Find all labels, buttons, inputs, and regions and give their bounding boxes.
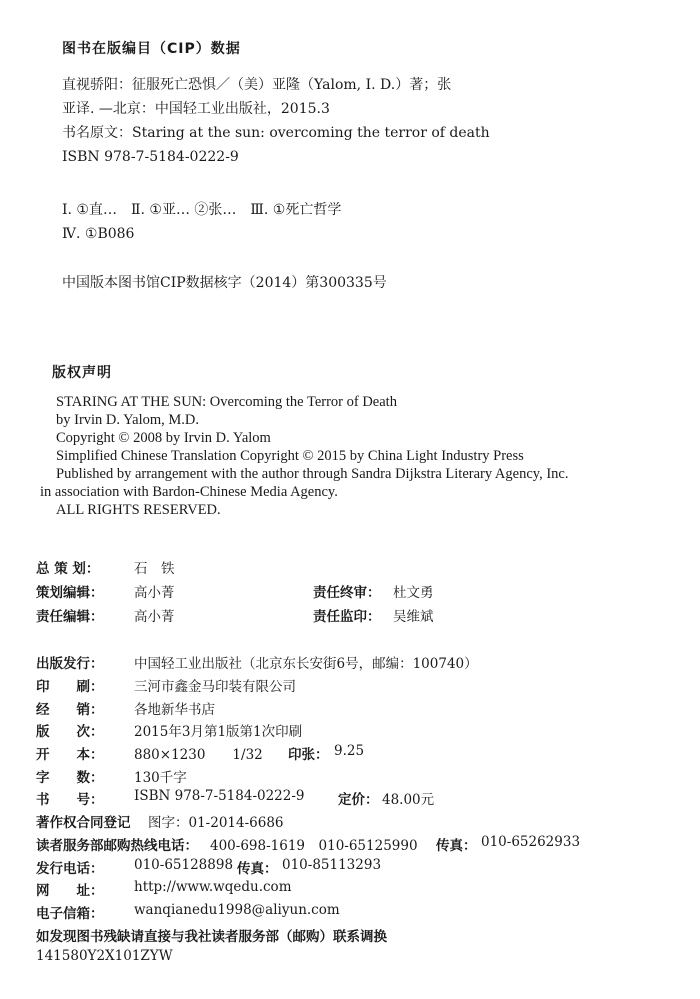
hotline-value: 400-698-1619 010-65125990 (210, 838, 418, 854)
copyright-reserved: ALL RIGHTS RESERVED. (56, 502, 221, 518)
hotline-label: 读者服务部邮购热线电话： (36, 838, 198, 854)
website-value: http://www.wqedu.com (134, 879, 292, 895)
edition-label: 版 次： (36, 724, 104, 740)
copyright-arrangement: Published by arrangement with the author through Sandra Dijkstra Literary Agency, Inc. (56, 466, 569, 482)
email-value: wanqianedu1998@aliyun.com (134, 902, 340, 918)
format-label: 开 本： (36, 747, 104, 763)
email-label: 电子信箱： (36, 906, 104, 922)
price-label: 定价： (338, 792, 379, 808)
print-supervisor-value: 吴维斌 (393, 609, 434, 625)
final-review-value: 杜文勇 (393, 585, 434, 601)
planning-editor-label: 策划编辑： (36, 585, 104, 601)
copyright-association: in association with Bardon-Chinese Media Agency. (40, 484, 338, 500)
printer-value: 三河市鑫金马印装有限公司 (134, 679, 296, 695)
sales-phone-value: 010-65128898 (134, 857, 234, 873)
defect-notice: 如发现图书残缺请直接与我社读者服务部（邮购）联系调换 (36, 929, 387, 945)
contract-label: 著作权合同登记 (36, 815, 131, 831)
final-review-label: 责任终审： (313, 585, 381, 601)
distributor-value: 各地新华书店 (134, 702, 215, 718)
format-value: 880×1230 1/32 (134, 747, 263, 763)
publisher-value: 中国轻工业出版社（北京东长安街6号，邮编：100740） (134, 656, 478, 672)
copyright-translation: Simplified Chinese Translation Copyright © 2015 by China Light Industry Press (56, 448, 524, 464)
print-code: 141580Y2X101ZYW (36, 948, 173, 964)
editor-value: 高小菁 (134, 609, 175, 625)
cip-line-original-title: 书名原文：Staring at the sun: overcoming the terror of death (62, 125, 490, 141)
contract-value: 图字：01-2014-6686 (148, 815, 284, 831)
sheets-value: 9.25 (334, 743, 365, 759)
cip-line-isbn: ISBN 978-7-5184-0222-9 (62, 149, 239, 165)
sheets-label: 印张： (288, 747, 329, 763)
fax1-label: 传真： (436, 838, 477, 854)
planner-value: 石 铁 (134, 561, 175, 577)
fax2-label: 传真： (237, 861, 278, 877)
copyright-author: by Irvin D. Yalom, M.D. (56, 412, 199, 428)
cip-line-publisher: 亚译. —北京：中国轻工业出版社，2015.3 (62, 101, 330, 117)
words-value: 130千字 (134, 770, 187, 786)
fax1-value: 010-65262933 (481, 834, 581, 850)
cip-verify-number: 中国版本图书馆CIP数据核字（2014）第300335号 (62, 275, 387, 291)
fax2-value: 010-85113293 (282, 857, 382, 873)
cip-line-title: 直视骄阳：征服死亡恐惧／（美）亚隆（Yalom, I. D.）著；张 (62, 77, 452, 93)
editor-label: 责任编辑： (36, 609, 104, 625)
cip-line-classification: Ⅰ. ①直… Ⅱ. ①亚… ②张… Ⅲ. ①死亡哲学 (62, 202, 342, 218)
words-label: 字 数： (36, 770, 104, 786)
planner-label: 总 策 划： (36, 561, 100, 577)
copyright-heading: 版权声明 (52, 365, 112, 381)
cip-heading: 图书在版编目（CIP）数据 (62, 41, 241, 57)
isbn-value: ISBN 978-7-5184-0222-9 (134, 788, 305, 804)
distributor-label: 经 销： (36, 702, 104, 718)
planning-editor-value: 高小菁 (134, 585, 175, 601)
copyright-book-title: STARING AT THE SUN: Overcoming the Terror of Death (56, 394, 397, 410)
print-supervisor-label: 责任监印： (313, 609, 381, 625)
cip-line-classification-2: Ⅳ. ①B086 (62, 226, 135, 242)
price-value: 48.00元 (382, 792, 435, 808)
website-label: 网 址： (36, 883, 104, 899)
publisher-label: 出版发行： (36, 656, 104, 672)
printer-label: 印 刷： (36, 679, 104, 695)
edition-value: 2015年3月第1版第1次印刷 (134, 724, 303, 740)
isbn-label: 书 号： (36, 792, 104, 808)
copyright-notice: Copyright © 2008 by Irvin D. Yalom (56, 430, 271, 446)
sales-phone-label: 发行电话： (36, 861, 104, 877)
